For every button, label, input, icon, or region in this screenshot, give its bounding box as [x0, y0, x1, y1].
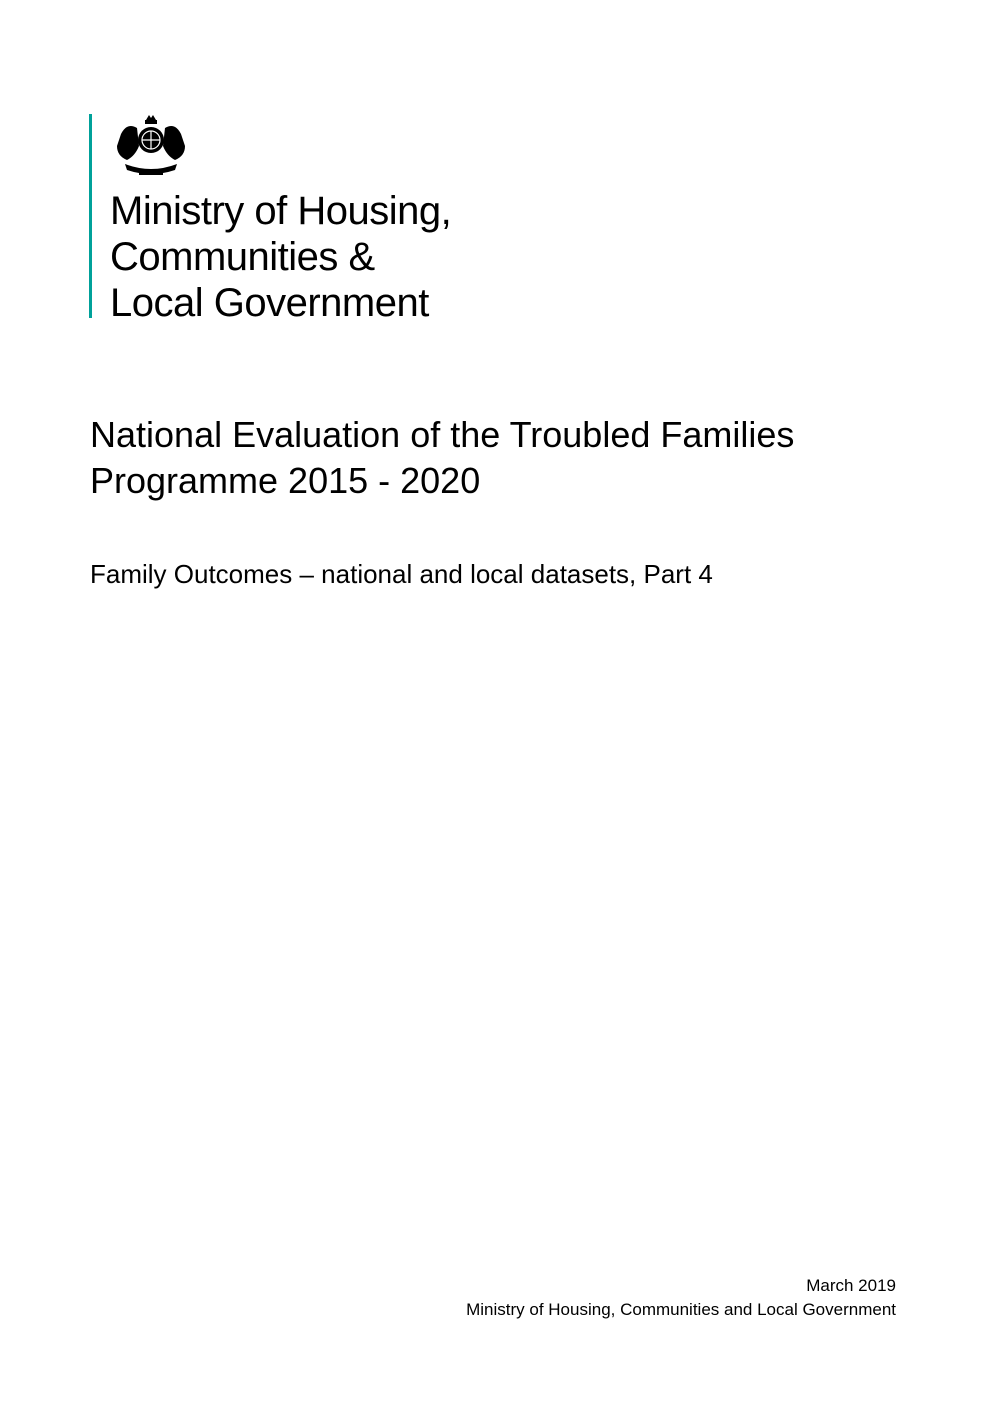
- logo-line: Local Government: [110, 281, 429, 325]
- logo-line: Communities &: [110, 235, 375, 279]
- document-title: [90, 412, 794, 504]
- logo-line: Ministry of Housing,: [110, 189, 452, 233]
- ministry-name: [110, 188, 451, 326]
- royal-coat-of-arms-icon: [111, 114, 191, 176]
- publication-info: [466, 1274, 896, 1322]
- title-line: Programme 2015 - 2020: [90, 460, 481, 501]
- document-subtitle: Family Outcomes – national and local datasets, Part 4: [90, 559, 713, 589]
- title-line: National Evaluation of the Troubled Families: [90, 414, 795, 455]
- publication-date: March 2019: [806, 1276, 896, 1295]
- ministry-logo: [89, 114, 452, 325]
- publisher: Ministry of Housing, Communities and Local Government: [466, 1300, 896, 1319]
